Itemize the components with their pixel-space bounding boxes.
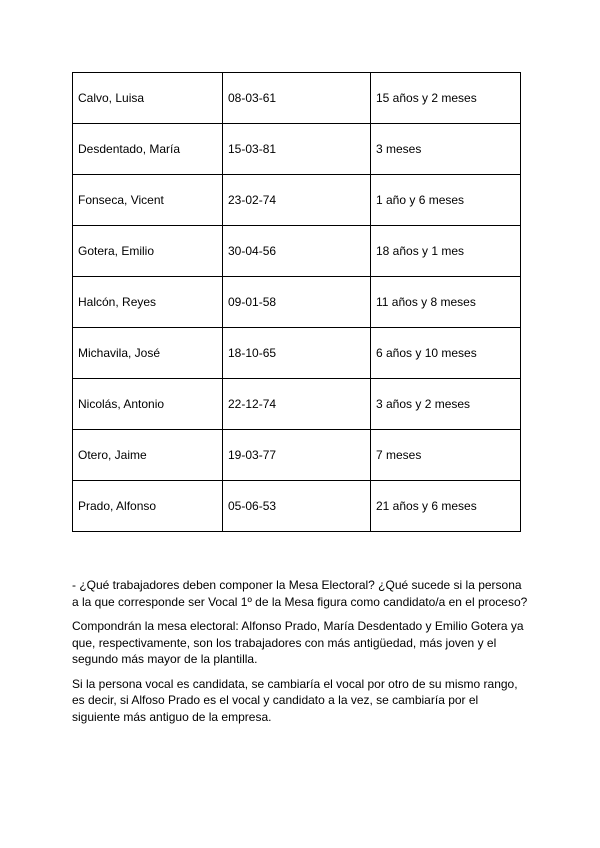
date-cell: 22-12-74 [223, 379, 371, 430]
employee-name-cell: Michavila, José [73, 328, 223, 379]
table-row [73, 379, 521, 430]
table-row [73, 73, 521, 124]
employee-name-cell: Calvo, Luisa [73, 73, 223, 124]
employee-name-cell: Gotera, Emilio [73, 226, 223, 277]
employee-name-cell: Halcón, Reyes [73, 277, 223, 328]
table-row [73, 430, 521, 481]
date-cell: 09-01-58 [223, 277, 371, 328]
seniority-cell: 18 años y 1 mes [371, 226, 521, 277]
table-row [73, 226, 521, 277]
seniority-cell: 11 años y 8 meses [371, 277, 521, 328]
employee-name-cell: Desdentado, María [73, 124, 223, 175]
seniority-cell: 15 años y 2 meses [371, 73, 521, 124]
date-cell: 30-04-56 [223, 226, 371, 277]
table-row [73, 277, 521, 328]
seniority-cell: 6 años y 10 meses [371, 328, 521, 379]
text-block [72, 577, 528, 733]
question-paragraph: - ¿Qué trabajadores deben componer la Mesa Electoral? ¿Qué sucede si la persona a la que corresponde ser Vocal 1º de la Mesa figura como candidato/a en el proceso? [72, 578, 528, 609]
employee-name-cell: Prado, Alfonso [73, 481, 223, 532]
answer-paragraph-2: Si la persona vocal es candidata, se cambiaría el vocal por otro de su mismo rango, es decir, si Alfoso Prado es el vocal y candidato a la vez, se cambiaría por el siguiente más antiguo de la empresa. [72, 676, 518, 724]
date-cell: 15-03-81 [223, 124, 371, 175]
employee-name-cell: Otero, Jaime [73, 430, 223, 481]
table-row [73, 124, 521, 175]
employee-name-cell: Nicolás, Antonio [73, 379, 223, 430]
date-cell: 05-06-53 [223, 481, 371, 532]
answer-paragraph-1: Compondrán la mesa electoral: Alfonso Prado, María Desdentado y Emilio Gotera ya que, respectivamente, son los trabajadores con más antigüedad, más joven y el segundo más mayor de la plantilla. [72, 619, 524, 666]
seniority-cell: 21 años y 6 meses [371, 481, 521, 532]
seniority-cell: 3 años y 2 meses [371, 379, 521, 430]
seniority-cell: 3 meses [371, 124, 521, 175]
employees-table [72, 72, 521, 532]
date-cell: 23-02-74 [223, 175, 371, 226]
date-cell: 08-03-61 [223, 73, 371, 124]
seniority-cell: 1 año y 6 meses [371, 175, 521, 226]
seniority-cell: 7 meses [371, 430, 521, 481]
table-row [73, 175, 521, 226]
employee-name-cell: Fonseca, Vicent [73, 175, 223, 226]
date-cell: 18-10-65 [223, 328, 371, 379]
table-row [73, 328, 521, 379]
table-row [73, 481, 521, 532]
date-cell: 19-03-77 [223, 430, 371, 481]
